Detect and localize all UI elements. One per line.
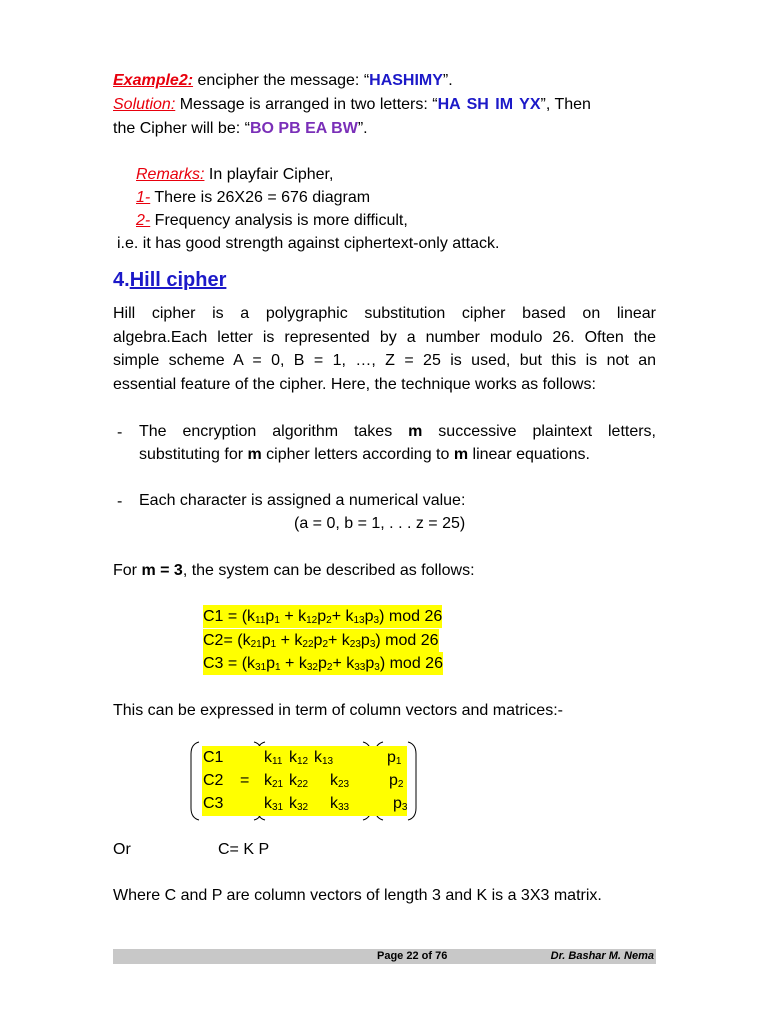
equation-op: + [280, 655, 299, 672]
matrix-k-cell: $k_{12}$ [289, 749, 309, 767]
solution-pairs: HA SH IM YX [437, 96, 541, 113]
subscript: 1 [395, 756, 402, 767]
subscript: 11 [255, 615, 266, 626]
matrix-k-cell: $k_{33}$ [330, 795, 350, 813]
solution-label: Solution: [113, 96, 176, 113]
bullet-1-line-2 [139, 443, 656, 467]
example-text: encipher the message: “ [193, 72, 370, 89]
equation-var: p [365, 655, 375, 672]
matrix-p-letter: p [389, 772, 398, 789]
remark-text: Frequency analysis is more difficult, [150, 212, 408, 229]
bullet-dash: - [117, 493, 123, 510]
equation-var: p [317, 655, 327, 672]
solution-line [113, 94, 591, 116]
equation-coef: k [294, 632, 303, 649]
matrix-p-2 [389, 769, 403, 792]
equation-coef: k [298, 655, 307, 672]
bullet-1-line-1 [139, 420, 656, 444]
subscript: 2 [397, 779, 404, 790]
equation-var: p [364, 608, 374, 625]
for-m-line [113, 560, 475, 582]
equation-rhs: ) mod 26 [379, 608, 443, 625]
bullet-bold: m [247, 446, 262, 463]
example-text-end: ”. [442, 72, 453, 89]
solution-text-end: ”, Then [540, 96, 591, 113]
or-label: Or [113, 841, 131, 858]
example-label: Example2: [113, 72, 194, 89]
equation-lhs: C3 = ( [203, 655, 248, 672]
for-m-text: For [113, 562, 142, 579]
cipher-text-end: ”. [357, 120, 368, 137]
remarks-note: i.e. it has good strength against ciphertext-only attack. [117, 235, 500, 252]
equation-var: p [261, 632, 271, 649]
bullet-dash: - [117, 424, 123, 441]
subscript: 13 [353, 615, 365, 626]
matrix-p-letter: p [393, 795, 402, 812]
section-number: 4. [113, 269, 130, 291]
equation-var: p [360, 632, 370, 649]
intro-line-2: algebra.Each letter is represented by a number modulo 26. Often the [113, 329, 656, 346]
page-footer [113, 949, 656, 964]
subscript: 12 [297, 756, 309, 767]
subscript: 11 [272, 756, 283, 767]
equation-lhs: C2= ( [203, 632, 243, 649]
footer-author: Dr. Bashar M. Nema [550, 950, 654, 962]
example-line [113, 70, 453, 92]
equation-rhs: ) mod 26 [375, 632, 439, 649]
remark-number: 2- [136, 212, 151, 229]
subscript: 33 [338, 802, 350, 813]
equation-coef: k [345, 608, 354, 625]
equation-var: p [313, 632, 323, 649]
intro-line-4: essential feature of the cipher. Here, the technique works as follows: [113, 376, 596, 393]
matrix-k-cell: $k_{22}$ [289, 772, 309, 790]
equation-c2 [203, 629, 439, 652]
subscript: 2 [326, 615, 332, 626]
bullet-2-line-1: Each character is assigned a numerical value: [139, 492, 466, 509]
subscript: 22 [302, 639, 314, 650]
remarks-line [136, 164, 333, 186]
or-formula: C= K P [218, 841, 270, 858]
subscript: 1 [274, 615, 280, 626]
where-text: Where C and P are column vectors of length 3 and K is a 3X3 matrix. [113, 887, 602, 904]
left-bracket-c [191, 742, 199, 820]
bullet-text: cipher letters according to [261, 446, 454, 463]
equation-var: p [265, 608, 275, 625]
equation-op: + [328, 632, 342, 649]
equation-c3 [203, 652, 443, 675]
matrix-equation [190, 740, 420, 822]
intro-line-3: simple scheme A = 0, B = 1, …, Z = 25 is used, but this is not an [113, 352, 656, 369]
example-message: HASHIMY [369, 72, 443, 89]
subscript: 31 [272, 802, 284, 813]
matrix-p-1 [387, 746, 401, 769]
cipher-line [113, 118, 368, 140]
matrix-equals: = [240, 772, 250, 789]
subscript: 3 [401, 802, 408, 813]
subscript: 13 [322, 756, 334, 767]
subscript: 2 [326, 662, 333, 673]
equation-var: p [266, 655, 276, 672]
matrix-p-3 [393, 792, 407, 815]
bullet-bold: m [453, 446, 469, 463]
intro-line-1: Hill cipher is a polygraphic substitution cipher based on linear [113, 305, 656, 322]
subscript: 22 [297, 779, 309, 790]
equation-var: p [317, 608, 327, 625]
for-m-bold: m = 3 [141, 562, 183, 579]
matrix-k-cell: $k_{23}$ [330, 772, 350, 790]
remarks-label: Remarks: [136, 166, 205, 183]
section-heading [113, 267, 226, 293]
equation-coef: k [247, 655, 256, 672]
remark-text: There is 26X26 = 676 diagram [150, 189, 371, 206]
matrix-k-cell: $k_{11}$ [264, 749, 283, 767]
subscript: 23 [338, 779, 350, 790]
section-title: Hill cipher [129, 269, 227, 291]
equation-op: + [332, 655, 347, 672]
cipher-result: BO PB EA BW [249, 120, 358, 137]
matrix-k-cell: $k_{21}$ [264, 772, 284, 790]
equation-c1 [203, 605, 442, 628]
expressed-text: This can be expressed in term of column vectors and matrices:- [113, 702, 563, 719]
subscript: 1 [270, 639, 277, 650]
equation-op: + [276, 632, 295, 649]
matrix-k-cell: $k_{31}$ [264, 795, 284, 813]
equation-lhs: C1 = ( [203, 608, 248, 625]
matrix-k-cell: $k_{32}$ [289, 795, 309, 813]
solution-text: Message is arranged in two letters: “ [175, 96, 438, 113]
matrix-c-1: C1 [203, 749, 224, 766]
bullet-text: linear equations. [468, 446, 590, 463]
matrix-c-2: C2 [203, 772, 224, 789]
subscript: 23 [349, 639, 361, 650]
subscript: 12 [306, 615, 318, 626]
bullet-bold: m [408, 423, 423, 440]
equation-op: + [331, 608, 346, 625]
matrix-k-cell: $k_{13}$ [314, 749, 334, 767]
bullet-text: substituting for [139, 446, 248, 463]
subscript: 32 [297, 802, 309, 813]
subscript: 3 [369, 639, 376, 650]
subscript: 3 [374, 662, 380, 673]
remark-item-1 [136, 187, 370, 209]
cipher-text: the Cipher will be: “ [113, 120, 250, 137]
equation-rhs: ) mod 26 [379, 655, 443, 672]
bullet-text: The encryption algorithm takes [139, 423, 409, 440]
bullet-2-line-2: (a = 0, b = 1, . . . z = 25) [294, 515, 466, 532]
right-bracket-p [408, 742, 416, 820]
remarks-text: In playfair Cipher, [204, 166, 334, 183]
for-m-text-end: , the system can be described as follows: [182, 562, 475, 579]
equation-coef: k [247, 608, 256, 625]
subscript: 2 [322, 639, 328, 650]
subscript: 21 [250, 639, 262, 650]
subscript: 32 [306, 662, 318, 673]
equation-coef: k [346, 655, 355, 672]
remark-number: 1- [136, 189, 151, 206]
remark-item-2 [136, 210, 408, 232]
subscript: 31 [255, 662, 267, 673]
equation-coef: k [341, 632, 350, 649]
subscript: 3 [373, 615, 380, 626]
equation-coef: k [242, 632, 251, 649]
matrix-c-3: C3 [203, 795, 224, 812]
equation-coef: k [298, 608, 307, 625]
page-number: Page 22 of 76 [377, 950, 448, 962]
equation-op: + [279, 608, 299, 625]
subscript: 21 [272, 779, 284, 790]
matrix-p-letter: p [387, 749, 396, 766]
bullet-text: successive plaintext letters, [422, 423, 657, 440]
subscript: 1 [275, 662, 281, 673]
subscript: 33 [354, 662, 366, 673]
